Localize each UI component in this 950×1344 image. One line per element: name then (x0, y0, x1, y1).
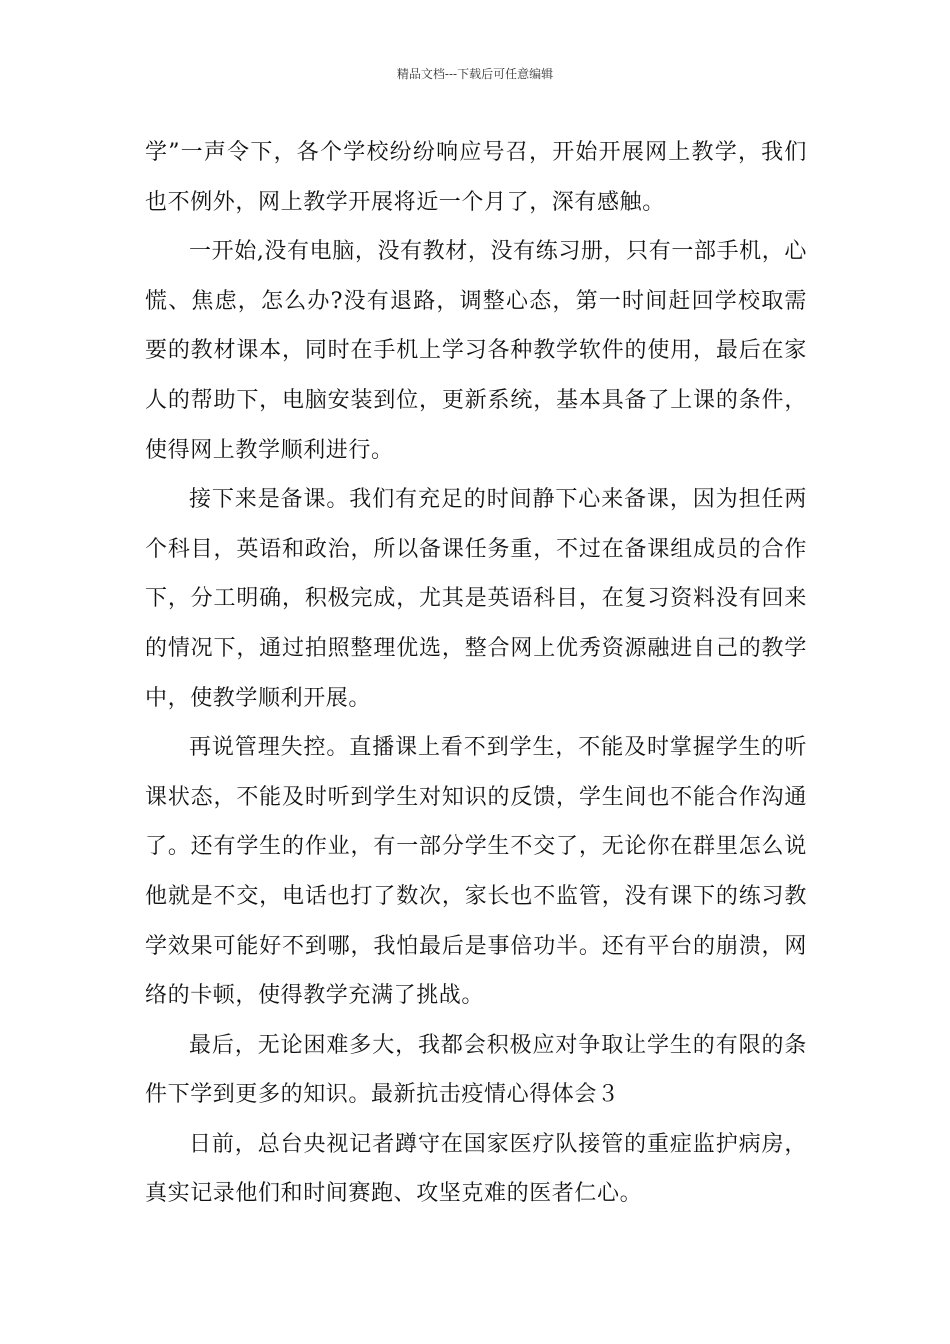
paragraph-beginning: 一开始,没有电脑，没有教材，没有练习册，只有一部手机，心慌、焦虑，怎么办?没有退路，调整心态，第一时间赶回学校取需要的教材课本，同时在手机上学习各种教学软件的使用，最后在家人的帮助下，电脑安装到位，更新系统，基本具备了上课的条件，使得网上教学顺利进行。 (145, 239, 807, 463)
page-header: 精品文档---下载后可任意编辑 (396, 67, 554, 81)
paragraph-management: 再说管理失控。直播课上看不到学生，不能及时掌握学生的听课状态，不能及时听到学生对知识的反馈，学生间也不能合作沟通了。还有学生的作业，有一部分学生不交了，无论你在群里怎么说他就是不交，电话也打了数次，家长也不监管，没有课下的练习教学效果可能好不到哪，我怕最后是事倍功半。还有平台的崩溃，网络的卡顿，使得教学充满了挑战。 (145, 735, 807, 1009)
document-body (145, 128, 807, 1219)
paragraph-icu-report: 日前，总台央视记者蹲守在国家医疗队接管的重症监护病房，真实记录他们和时间赛跑、攻坚克难的医者仁心。 (145, 1131, 807, 1207)
paragraph-conclusion: 最后，无论困难多大，我都会积极应对争取让学生的有限的条件下学到更多的知识。最新抗击疫情心得体会３ (145, 1032, 807, 1108)
paragraph-lesson-prep: 接下来是备课。我们有充足的时间静下心来备课，因为担任两个科目，英语和政治，所以备课任务重，不过在备课组成员的合作下，分工明确，积极完成，尤其是英语科目，在复习资料没有回来的情况下，通过拍照整理优选，整合网上优秀资源融进自己的教学中，使教学顺利开展。 (145, 487, 807, 711)
paragraph-continuation: 学”一声令下，各个学校纷纷响应号召，开始开展网上教学，我们也不例外，网上教学开展将近一个月了，深有感触。 (145, 140, 807, 215)
